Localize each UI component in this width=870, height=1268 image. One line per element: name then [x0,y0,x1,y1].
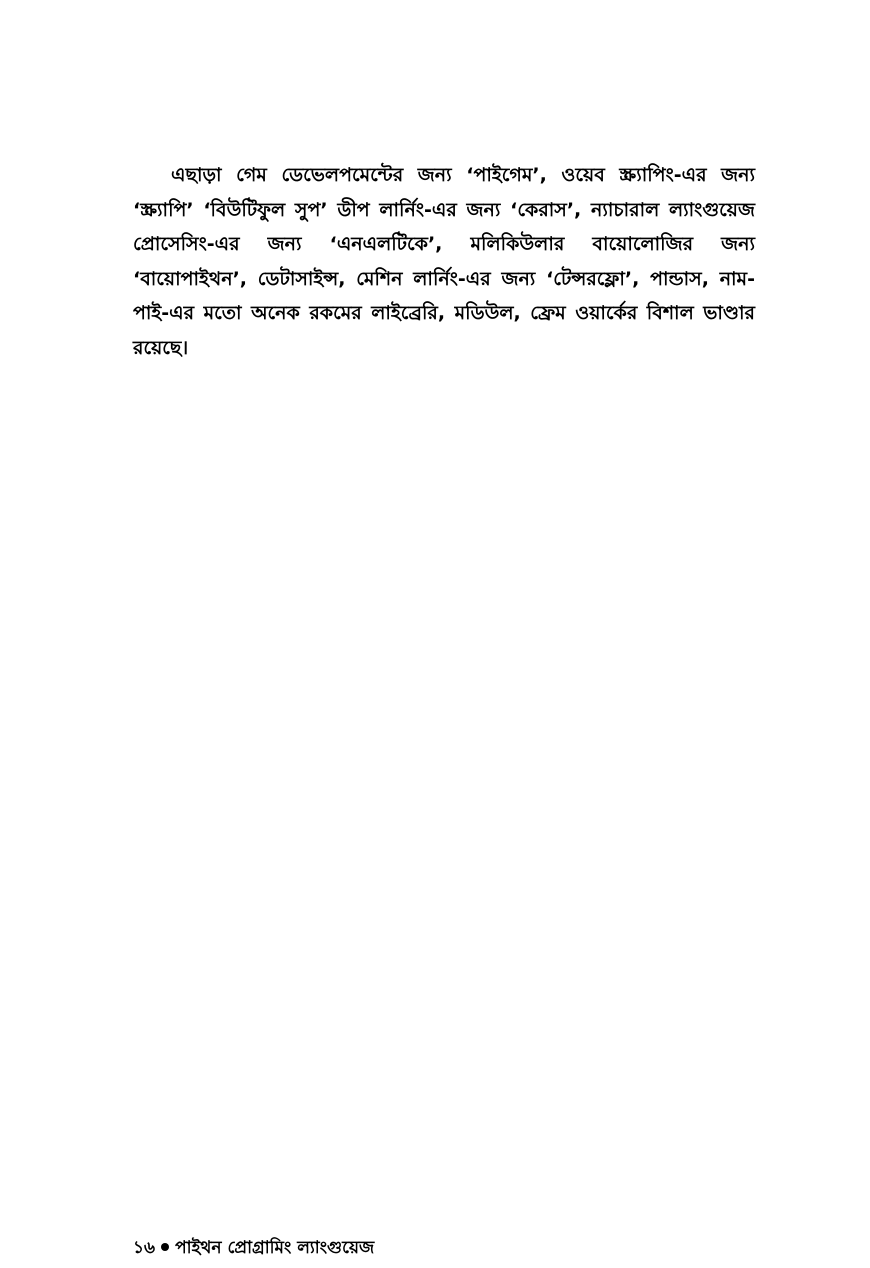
body-paragraph: এছাড়া গেম ডেভেলপমেন্টের জন্য ‘পাইগেম’, ওয়েব স্ক্র্যাপিং-এর জন্য ‘স্ক্র্যাপি’ ‘বিউটিফুল সুপ’ ডীপ লার্নিং-এর জন্য ‘কেরাস’, ন্যাচারাল ল্যাংগুয়েজ প্রোসেসিং-এর জন্য ‘এনএলটিকে’, মলিকিউলার বায়োলোজির জন্য ‘বায়োপাইথন’, ডেটাসাইন্স, মেশিন লার্নিং-এর জন্য ‘টেন্সরফ্লো’, পান্ডাস, নাম-পাই-এর মতো অনেক রকমের লাইব্রেরি, মডিউল, ফ্রেম ওয়ার্কের বিশাল ভাণ্ডার রয়েছে। [133,164,755,359]
bullet-separator-icon [161,1243,169,1251]
page-footer [133,1236,374,1260]
page-number: ১৬ [133,1238,156,1258]
running-title: পাইথন প্রোগ্রামিং ল্যাংগুয়েজ [175,1238,375,1258]
